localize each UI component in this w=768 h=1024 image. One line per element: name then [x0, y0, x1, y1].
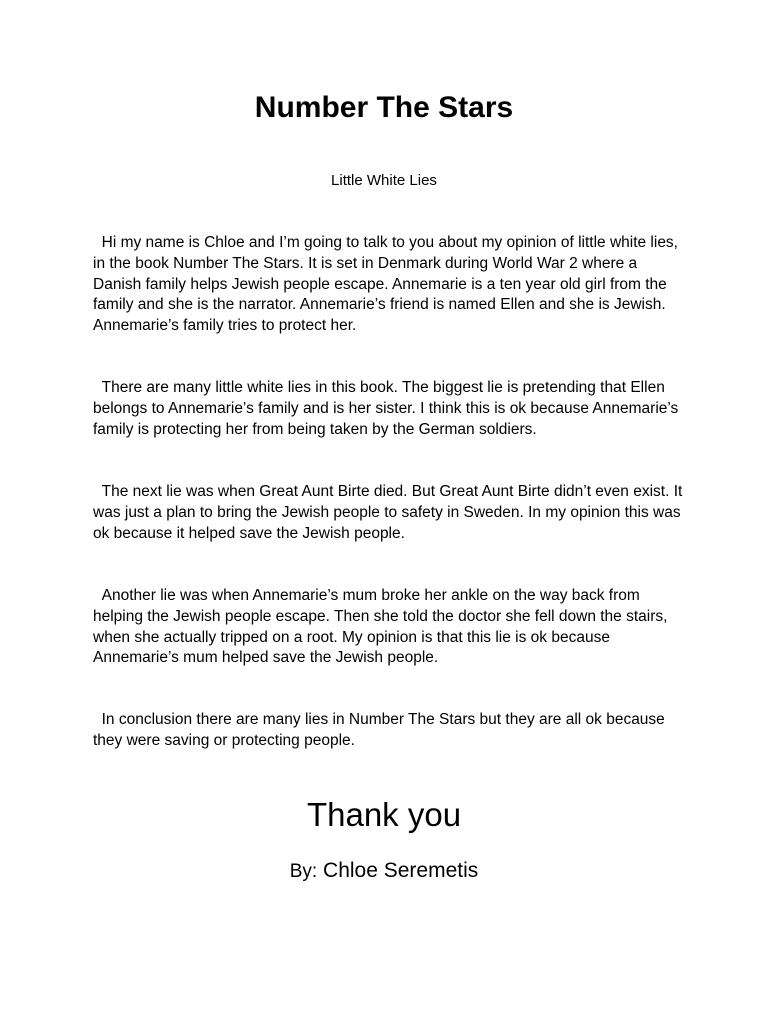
- paragraph-intro: Hi my name is Chloe and I’m going to talk to you about my opinion of little white lies, in the book Number The Stars. It is set in Denmark during World War 2 where a Danish family helps Jewish people escape. Annemarie is a ten year old girl from the family and she is the narrator. Annemarie’s friend is named Ellen and she is Jewish. Annemarie’s family tries to protect her.: [93, 234, 683, 335]
- author-name: Chloe Seremetis: [323, 859, 479, 882]
- paragraph-ankle-lie: Another lie was when Annemarie’s mum broke her ankle on the way back from helping the Jewish people escape. Then she told the doctor she fell down the stairs, when she actually tripped on a root. My opinion is that this lie is ok because Annemarie’s mum helped save the Jewish people.: [93, 587, 672, 667]
- byline: [0, 856, 768, 887]
- closing-thank-you: Thank you: [306, 796, 462, 833]
- paragraph-aunt-lie: The next lie was when Great Aunt Birte died. But Great Aunt Birte didn’t even exist. It was just a plan to bring the Jewish people to safety in Sweden. In my opinion this was ok because it helped save the Jewish people.: [93, 483, 687, 542]
- document-subtitle: Little White Lies: [331, 172, 437, 189]
- by-label: By:: [289, 861, 318, 882]
- paragraph-sister-lie: There are many little white lies in this book. The biggest lie is pretending that Ellen belongs to Annemarie’s family and is her sister. I think this is ok because Annemarie’s family is protecting her from being taken by the German soldiers.: [93, 379, 683, 438]
- document-title: Number The Stars: [254, 91, 514, 124]
- paragraph-conclusion: In conclusion there are many lies in Number The Stars but they are all ok because they were saving or protecting people.: [93, 711, 670, 749]
